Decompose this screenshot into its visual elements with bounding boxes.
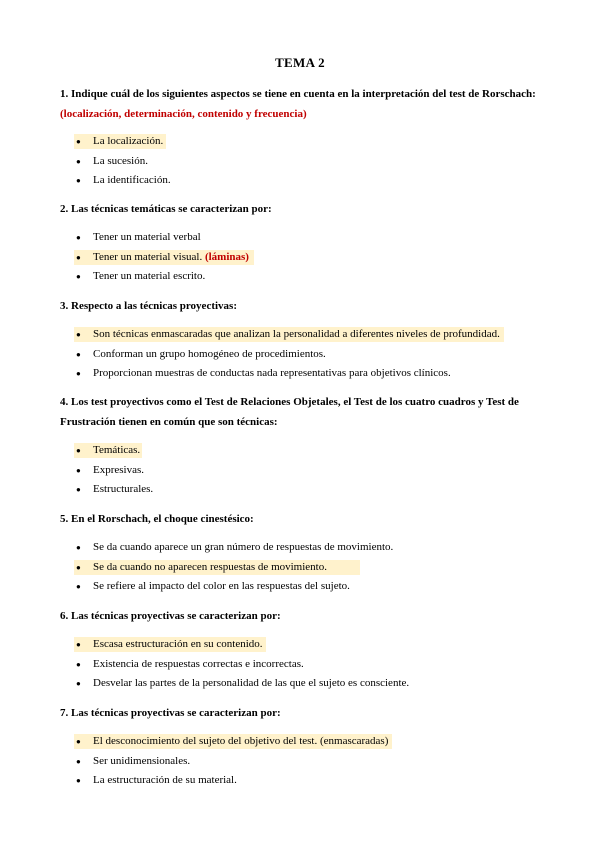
question-3-options bbox=[78, 327, 500, 386]
option-2c: ● Tener un material escrito. bbox=[78, 269, 249, 289]
question-3 bbox=[60, 296, 550, 316]
option-4b: ● Expresivas. bbox=[78, 463, 153, 483]
option-5a: ● Se da cuando aparece un gran número de respuestas de movimiento. bbox=[78, 540, 393, 560]
option-1c: ● La identificación. bbox=[78, 173, 171, 193]
option-7a: ● El desconocimiento del sujeto del objetivo del test. (enmascaradas) bbox=[78, 734, 388, 754]
question-1 bbox=[60, 84, 550, 124]
question-4 bbox=[60, 392, 550, 432]
question-1-options bbox=[78, 134, 171, 193]
question-5-options bbox=[78, 540, 393, 599]
question-2 bbox=[60, 199, 550, 219]
option-2a: ● Tener un material verbal bbox=[78, 230, 249, 250]
option-5c: ● Se refiere al impacto del color en las respuestas del sujeto. bbox=[78, 579, 393, 599]
question-6-options bbox=[78, 637, 409, 696]
question-2-options bbox=[78, 230, 249, 289]
question-5 bbox=[60, 509, 550, 529]
option-3a: ● Son técnicas enmascaradas que analizan la personalidad a diferentes niveles de profundidad. bbox=[78, 327, 500, 347]
option-2b-note: (láminas) bbox=[204, 250, 249, 263]
question-7 bbox=[60, 703, 550, 723]
option-6a: ● Escasa estructuración en su contenido. bbox=[78, 637, 409, 657]
option-1b: ● La sucesión. bbox=[78, 154, 171, 174]
question-1-text: 1. Indique cuál de los siguientes aspectos se tiene en cuenta en la interpretación del test de Rorschach: bbox=[60, 88, 536, 100]
option-7c: ● La estructuración de su material. bbox=[78, 773, 388, 793]
question-7-options bbox=[78, 734, 388, 793]
question-3-text: 3. Respecto a las técnicas proyectivas: bbox=[60, 300, 237, 312]
option-3b: ● Conforman un grupo homogéneo de procedimientos. bbox=[78, 347, 500, 367]
option-5b: ● Se da cuando no aparecen respuestas de movimiento. bbox=[78, 560, 393, 580]
question-6 bbox=[60, 606, 550, 626]
question-4-options bbox=[78, 443, 153, 502]
option-4a: ● Temáticas. bbox=[78, 443, 153, 463]
question-5-text: 5. En el Rorschach, el choque cinestésico: bbox=[60, 513, 254, 525]
question-7-text: 7. Las técnicas proyectivas se caracterizan por: bbox=[60, 707, 281, 719]
page-title: TEMA 2 bbox=[275, 55, 325, 70]
option-1a: ● La localización. bbox=[78, 134, 171, 154]
option-3c: ● Proporcionan muestras de conductas nada representativas para objetivos clínicos. bbox=[78, 366, 500, 386]
option-4c: ● Estructurales. bbox=[78, 482, 153, 502]
question-6-text: 6. Las técnicas proyectivas se caracterizan por: bbox=[60, 610, 281, 622]
question-1-note: (localización, determinación, contenido y frecuencia) bbox=[60, 108, 307, 120]
option-2b: ● Tener un material visual. (láminas) bbox=[78, 250, 249, 270]
question-2-text: 2. Las técnicas temáticas se caracterizan por: bbox=[60, 203, 272, 215]
question-4-text: 4. Los test proyectivos como el Test de Relaciones Objetales, el Test de los cuatro cuadros y Test de Frustración tienen en común que son técnicas: bbox=[60, 396, 519, 428]
option-6b: ● Existencia de respuestas correctas e incorrectas. bbox=[78, 657, 409, 677]
option-7b: ● Ser unidimensionales. bbox=[78, 754, 388, 774]
option-6c: ● Desvelar las partes de la personalidad de las que el sujeto es consciente. bbox=[78, 676, 409, 696]
